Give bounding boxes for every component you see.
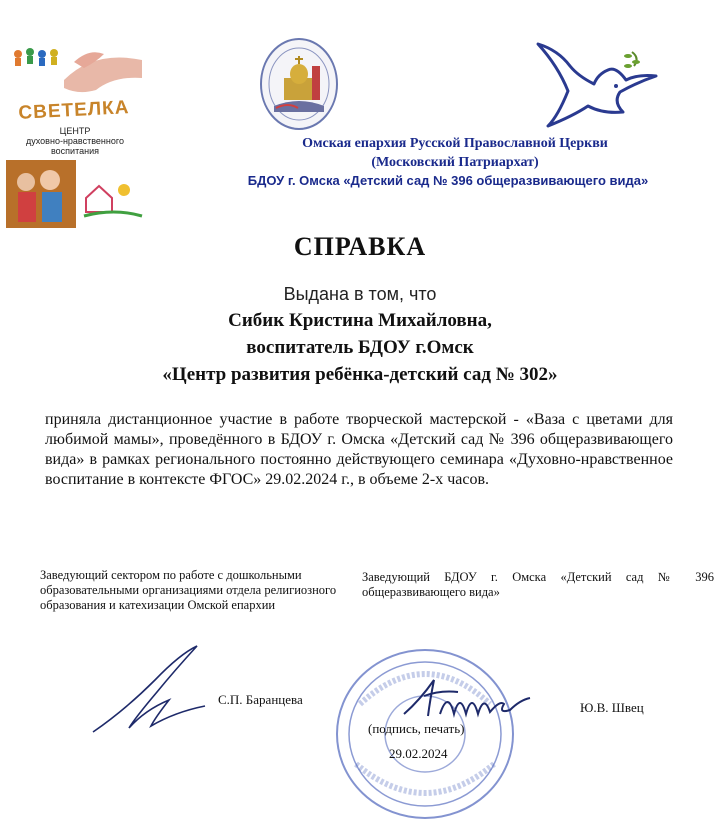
svetelka-logo: [4, 40, 146, 230]
document-title: СПРАВКА: [293, 232, 427, 261]
certificate-body: приняла дистанционное участие в работе творческой мастерской - «Ваза с цветами для любимой мамы», проведённого в БДОУ г. Омска «Детский сад № 396 общеразвивающего вида» в рамках регионального постоянно действующего семинара «Духовно-нравственное воспитание в контексте ФГОС» 29.02.2024 г., в объеме 2-х часов.: [45, 411, 673, 488]
issued-to-label: Выдана в том, что: [283, 284, 437, 304]
left-signatory-name: С.П. Баранцева: [218, 692, 303, 707]
right-signatory-title: Заведующий БДОУ г. Омска «Детский сад № 396 общеразвивающего вида»: [362, 570, 714, 599]
handwritten-signature-icon: [85, 640, 225, 740]
recipient-name: Сибик Кристина Михайловна,: [228, 310, 492, 331]
dove-logo: [528, 36, 664, 132]
left-signature: [85, 640, 225, 740]
cathedral-emblem-icon: [258, 36, 340, 132]
recipient-position: воспитатель БДОУ г.Омск: [246, 337, 474, 358]
dove-icon: [528, 36, 664, 132]
logo-subtitle: ЦЕНТР духовно-нравственного воспитания: [26, 126, 124, 156]
logo-brand: СВЕТЕЛКА: [17, 97, 130, 124]
eparchy-emblem: [258, 36, 340, 132]
signature-seal-label: (подпись, печать): [368, 721, 465, 736]
right-signatory-name: Ю.В. Швец: [580, 700, 644, 715]
signature-date: 29.02.2024: [389, 746, 448, 761]
header-kindergarten: БДОУ г. Омска «Детский сад № 396 общеразвивающего вида»: [247, 173, 649, 188]
recipient-organization: «Центр развития ребёнка-детский сад № 302»: [162, 364, 558, 385]
header-eparchy: Омская епархия Русской Православной Церкви: [302, 136, 608, 151]
left-signatory-title: Заведующий сектором по работе с дошкольными образовательными организациями отдела религиозного образования и катехизации Омской епархии: [40, 568, 337, 612]
header-patriarchate: (Московский Патриархат): [371, 155, 539, 170]
